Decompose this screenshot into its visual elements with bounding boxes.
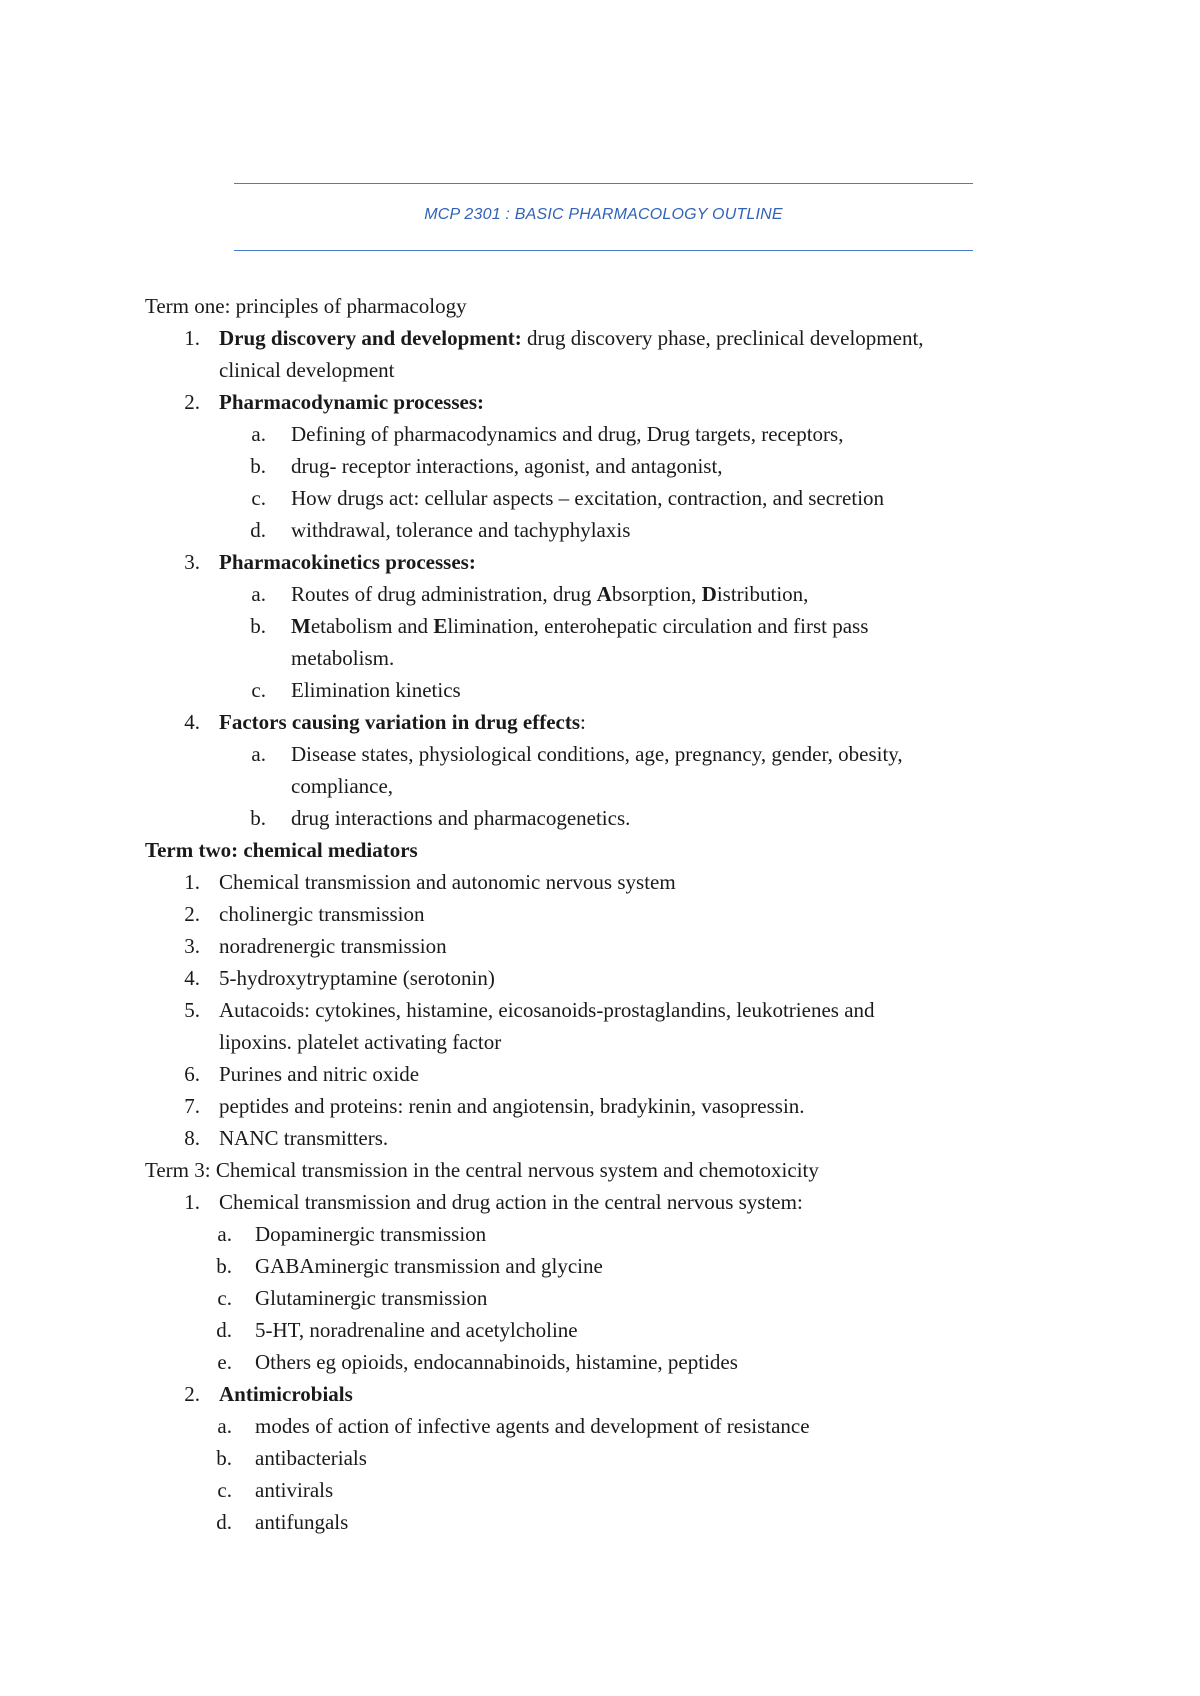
sub-item: a. Routes of drug administration, drug Absorption, Distribution,	[251, 582, 809, 606]
item-title: Antimicrobials	[219, 1382, 353, 1406]
list-item: 7. peptides and proteins: renin and angiotensin, bradykinin, vasopressin.	[184, 1094, 805, 1118]
item-title: Pharmacodynamic processes:	[219, 390, 484, 414]
list-item: 3. Pharmacokinetics processes:	[184, 550, 476, 574]
list-item: 1. Chemical transmission and drug action in the central nervous system:	[184, 1190, 803, 1214]
item-title: Factors causing variation in drug effects	[219, 710, 581, 734]
list-item: 6. Purines and nitric oxide	[184, 1062, 420, 1086]
item-continuation: compliance,	[291, 774, 394, 798]
sub-item: b. GABAminergic transmission and glycine	[216, 1254, 603, 1278]
outline-body	[0, 290, 1200, 1538]
sub-item: b. antibacterials	[216, 1446, 367, 1470]
list-item: 3. noradrenergic transmission	[184, 934, 447, 958]
header-top-rule	[234, 183, 973, 184]
term1-heading: Term one: principles of pharmacology	[145, 294, 467, 318]
document-title: MCP 2301 : BASIC PHARMACOLOGY OUTLINE	[424, 206, 783, 223]
sub-item: a. modes of action of infective agents and development of resistance	[217, 1414, 810, 1438]
header-bottom-rule	[234, 250, 973, 251]
list-item: 5. Autacoids: cytokines, histamine, eicosanoids-prostaglandins, leukotrienes and	[184, 998, 875, 1022]
list-item: 2. Pharmacodynamic processes:	[184, 390, 484, 414]
sub-item: c. How drugs act: cellular aspects – excitation, contraction, and secretion	[251, 486, 885, 510]
term2-heading: Term two: chemical mediators	[145, 838, 418, 862]
sub-item: d. withdrawal, tolerance and tachyphylaxis	[250, 518, 631, 542]
sub-item: a. Disease states, physiological conditions, age, pregnancy, gender, obesity,	[251, 742, 903, 766]
item-title: Pharmacokinetics processes:	[219, 550, 476, 574]
sub-item: d. 5-HT, noradrenaline and acetylcholine	[216, 1318, 578, 1342]
item-continuation: lipoxins. platelet activating factor	[219, 1030, 502, 1054]
sub-item: c. antivirals	[217, 1478, 334, 1502]
list-item: 2. Antimicrobials	[184, 1382, 353, 1406]
sub-item: a. Defining of pharmacodynamics and drug, Drug targets, receptors,	[251, 422, 844, 446]
sub-item: e. Others eg opioids, endocannabinoids, histamine, peptides	[217, 1350, 738, 1374]
list-item: 8. NANC transmitters.	[184, 1126, 389, 1150]
sub-item: b. drug interactions and pharmacogenetics.	[250, 806, 631, 830]
item-continuation: metabolism.	[291, 646, 395, 670]
item-continuation: clinical development	[219, 358, 395, 382]
sub-item: a. Dopaminergic transmission	[217, 1222, 487, 1246]
list-item: 4. 5-hydroxytryptamine (serotonin)	[184, 966, 495, 990]
sub-item: c. Glutaminergic transmission	[217, 1286, 488, 1310]
list-item: 1. Drug discovery and development: drug discovery phase, preclinical development,	[184, 326, 924, 350]
term3-heading: Term 3: Chemical transmission in the central nervous system and chemotoxicity	[145, 1158, 819, 1182]
sub-item: b. Metabolism and Elimination, enterohepatic circulation and first pass	[250, 614, 869, 638]
list-item: 2. cholinergic transmission	[184, 902, 425, 926]
sub-item: d. antifungals	[216, 1510, 349, 1534]
item-title: Drug discovery and development:	[219, 326, 522, 350]
list-item: 4. Factors causing variation in drug effects:	[184, 710, 586, 734]
sub-item: b. drug- receptor interactions, agonist, and antagonist,	[250, 454, 723, 478]
sub-item: c. Elimination kinetics	[251, 678, 461, 702]
list-item: 1. Chemical transmission and autonomic nervous system	[184, 870, 676, 894]
